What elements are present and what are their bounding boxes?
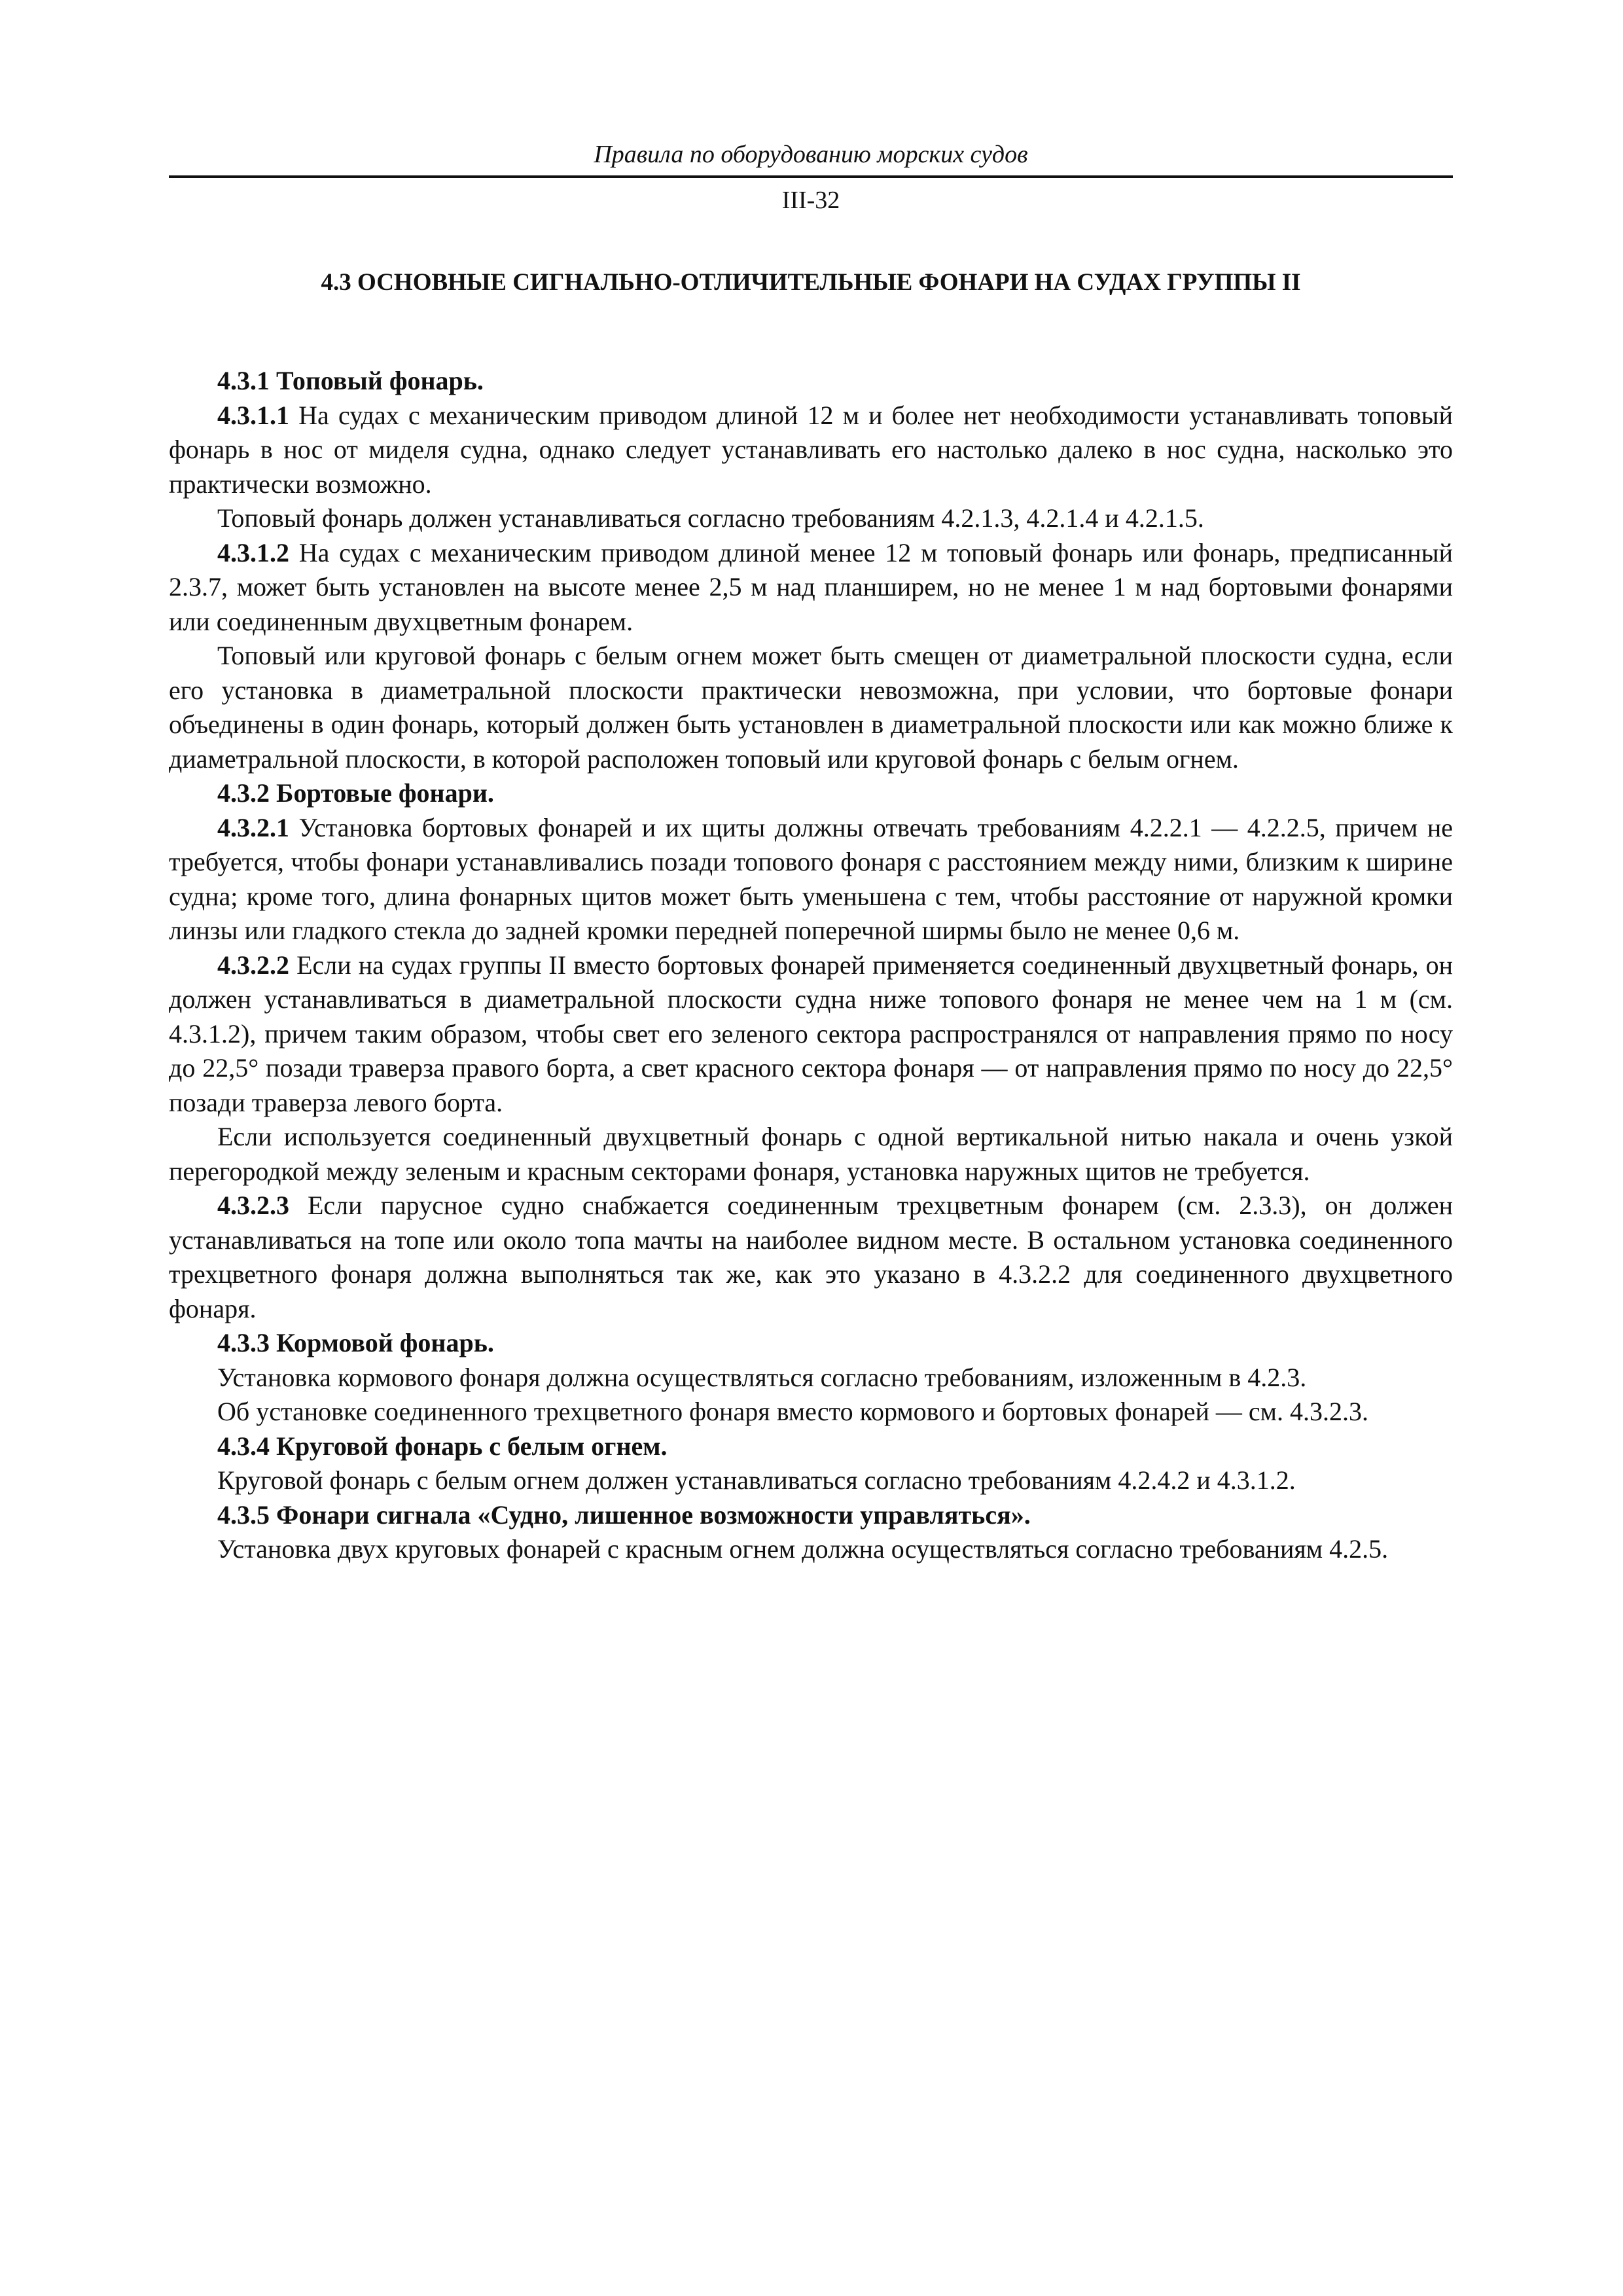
paragraph-4-3-2-3 — [169, 1189, 1453, 1326]
paragraph-text: На судах с механическим приводом длиной 12 м и более нет необходимости устанавливать топовый фонарь в нос от миделя судна, однако следует устанавливать его настолько далеко в нос судна, насколько это практически возможно. — [169, 400, 1453, 499]
clause-number: 4.3.2.2 — [217, 950, 289, 980]
paragraph-all-round-white: Круговой фонарь с белым огнем должен устанавливаться согласно требованиям 4.2.4.2 и 4.3.1.2. — [217, 1465, 1296, 1495]
paragraph-text: Если на судах группы II вместо бортовых фонарей применяется соединенный двухцветный фонарь, он должен устанавливаться в диаметральной плоскости судна ниже топового фонаря не менее чем на 1 м (см. 4.3.1.2), причем таким образом, чтобы свет его зеленого сектора распространялся от направления прямо по носу до 22,5° позади траверза правого борта, а свет красного сектора фонаря — от направления прямо по носу до 22,5° позади траверза левого борта. — [169, 950, 1453, 1117]
header-rule — [169, 175, 1453, 178]
subsection-heading-4-3-5: 4.3.5 Фонари сигнала «Судно, лишенное возможности управляться». — [217, 1499, 1031, 1530]
paragraph-text: Если парусное судно снабжается соединенным трехцветным фонарем (см. 2.3.3), он должен устанавливаться на топе или около топа мачты на наиболее видном месте. В остальном установка соединенного трехцветного фонаря должна выполняться так же, как это указано в 4.3.2.2 для соединенного двухцветного фонаря. — [169, 1191, 1453, 1323]
paragraph-topovy-requirements: Топовый фонарь должен устанавливаться согласно требованиям 4.2.1.3, 4.2.1.4 и 4.2.1.5. — [217, 503, 1204, 533]
subsection-heading-4-3-2: 4.3.2 Бортовые фонари. — [217, 778, 494, 808]
paragraph-text: Установка бортовых фонарей и их щиты должны отвечать требованиям 4.2.2.1 — 4.2.2.5, причем не требуется, чтобы фонари устанавливались позади топового фонаря с расстоянием между ними, близким к ширине судна; кроме того, длина фонарных щитов может быть уменьшена с тем, чтобы расстояние от наружной кромки линзы или гладкого стекла до задней кромки передней поперечной ширмы было не менее 0,6 м. — [169, 812, 1453, 945]
paragraph-text: На судах с механическим приводом длиной менее 12 м топовый фонарь или фонарь, предписанный 2.3.7, может быть установлен на высоте менее 2,5 м над планширем, но не менее 1 м над бортовыми фонарями или соединенным двухцветным фонарем. — [169, 537, 1453, 636]
paragraph-4-3-1-1 — [169, 399, 1453, 502]
clause-number: 4.3.2.1 — [217, 812, 289, 842]
subsection-heading-4-3-1: 4.3.1 Топовый фонарь. — [217, 366, 484, 395]
paragraph-4-3-2-1 — [169, 811, 1453, 948]
running-header: Правила по оборудованию морских судов — [594, 141, 1028, 168]
subsection-heading-4-3-3: 4.3.3 Кормовой фонарь. — [217, 1328, 494, 1357]
clause-number: 4.3.2.3 — [217, 1191, 289, 1220]
clause-number: 4.3.1.2 — [217, 537, 289, 567]
paragraph-offset-light: Топовый или круговой фонарь с белым огнем может быть смещен от диаметральной плоскости судна, если его установка в диаметральной плоскости практически невозможна, при условии, что бортовые фонари объединены в один фонарь, который должен быть установлен в диаметральной плоскости или как можно ближе к диаметральной плоскости, в которой расположен топовый или круговой фонарь с белым огнем. — [169, 641, 1453, 774]
section-title: 4.3 ОСНОВНЫЕ СИГНАЛЬНО-ОТЛИЧИТЕЛЬНЫЕ ФОНАРИ НА СУДАХ ГРУППЫ II — [321, 269, 1301, 296]
paragraph-stern-light: Установка кормового фонаря должна осуществляться согласно требованиям, изложенным в 4.2.3. — [217, 1362, 1307, 1392]
paragraph-4-3-2-2 — [169, 948, 1453, 1121]
body-text — [169, 364, 1453, 1567]
paragraph-two-red-lights: Установка двух круговых фонарей с красным огнем должна осуществляться согласно требованиям 4.2.5. — [217, 1534, 1389, 1564]
subsection-heading-4-3-4: 4.3.4 Круговой фонарь с белым огнем. — [217, 1431, 668, 1461]
page-number: III-32 — [781, 187, 840, 214]
paragraph-tricolor-reference: Об установке соединенного трехцветного фонаря вместо кормового и бортовых фонарей — см. 4.3.2.3. — [217, 1397, 1368, 1426]
clause-number: 4.3.1.1 — [217, 400, 289, 430]
paragraph-filament: Если используется соединенный двухцветный фонарь с одной вертикальной нитью накала и очень узкой перегородкой между зеленым и красным секторами фонаря, установка наружных щитов не требуется. — [169, 1122, 1453, 1186]
paragraph-4-3-1-2 — [169, 536, 1453, 639]
